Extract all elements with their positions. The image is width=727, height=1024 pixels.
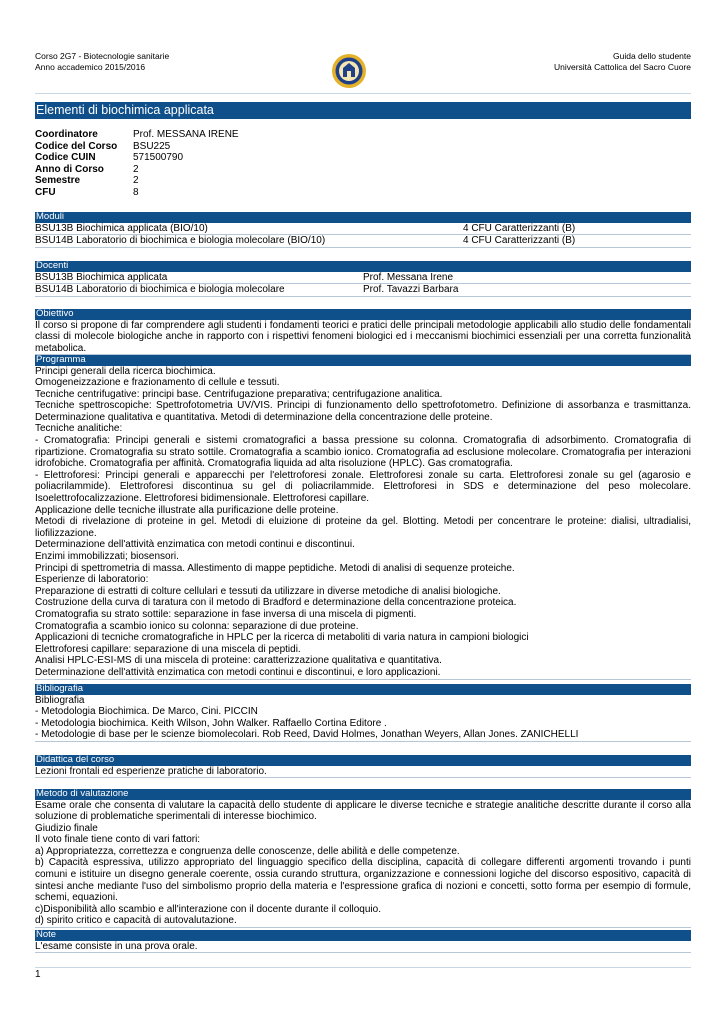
didattica-text: Lezioni frontali ed esperienze pratiche di laboratorio. [35, 766, 691, 779]
docenti-section [35, 261, 691, 297]
info-label: CFU [35, 186, 56, 198]
section-heading: Note [35, 930, 691, 941]
header-course: Corso 2G7 - Biotecnologie sanitarie [35, 51, 170, 61]
programma-line: Cromatografia a scambio ionico su colonna: separazione di due proteine. [35, 620, 359, 632]
header-university: Università Cattolica del Sacro Cuore [553, 62, 691, 72]
programma-line: Cromatografia su strato sottile: separazione in fase inversa di una miscela di pigmenti. [35, 608, 417, 620]
programma-line: Omogeneizzazione e frazionamento di cellule e tessuti. [35, 377, 280, 389]
info-row [35, 175, 239, 187]
valutazione-text [35, 800, 691, 929]
info-label: Codice del Corso [35, 140, 118, 152]
didattica-section [35, 755, 691, 778]
moduli-section [35, 212, 691, 248]
bibliografia-line: - Metodologie di base per le scienze biomolecolari. Rob Reed, David Holmes, Jonathan Weyers, Allan Jones. ZANICHELLI [35, 729, 579, 741]
module-cfu: 4 CFU Caratterizzanti (B) [463, 222, 576, 234]
section-heading: Docenti [35, 261, 691, 272]
bibliografia-line: Bibliografia [35, 694, 85, 706]
programma-line: Applicazioni di tecniche cromatografiche in HPLC per la ricerca di metaboliti di varia natura in campioni biologici [35, 632, 529, 644]
info-value: BSU225 [133, 140, 171, 152]
programma-line: Tecniche spettroscopiche: Spettrofotometria UV/VIS. Principi di funzionamento dello spettrofotometro. Definizione di assorbanza e trasmittanza. Determinazione qualitativa e quantitativa. Metodi di determinazione della concentrazione delle proteine. [35, 400, 691, 423]
programma-line: Esperienze di laboratorio: [35, 574, 149, 586]
section-heading: Bibliografia [35, 684, 691, 695]
valutazione-line: d) spirito critico e capacità di autovalutazione. [35, 915, 237, 927]
programma-line: Principi generali della ricerca biochimica. [35, 365, 216, 377]
programma-section [35, 355, 691, 680]
info-row [35, 152, 239, 164]
programma-line: Tecniche analitiche: [35, 423, 123, 435]
section-heading: Moduli [35, 212, 691, 223]
valutazione-line: Giudizio finale [35, 822, 98, 834]
info-label: Codice CUIN [35, 152, 96, 164]
section-heading: Obiettivo [35, 309, 691, 320]
programma-line: Costruzione della curva di taratura con il metodo di Bradford e determinazione della concentrazione proteica. [35, 597, 517, 609]
module-name: BSU14B Laboratorio di biochimica e biologia molecolare (BIO/10) [35, 235, 326, 247]
bibliografia-line: - Metodologia biochimica. Keith Wilson, John Walker. Raffaello Cortina Editore . [35, 717, 387, 729]
footer-divider [35, 967, 691, 968]
info-value: 571500790 [133, 152, 184, 164]
obiettivo-section [35, 309, 691, 355]
module-cfu: 4 CFU Caratterizzanti (B) [463, 235, 576, 247]
info-value: 8 [133, 186, 139, 198]
valutazione-line: Il voto finale tiene conto di vari fattori: [35, 834, 201, 846]
valutazione-line: c)Disponibilità allo scambio e all'interazione con il docente durante il colloquio. [35, 903, 381, 915]
bibliografia-line: - Metodologia Biochimica. De Marco, Cini. PICCIN [35, 706, 258, 718]
note-section [35, 930, 691, 953]
programma-line: Tecniche centrifugative: principi base. Centrifugazione preparativa; centrifugazione analitica. [35, 388, 443, 400]
programma-line: Analisi HPLC-ESI-MS di una miscela di proteine: caratterizzazione qualitativa e quantitativa. [35, 655, 442, 667]
header-guide: Guida dello studente [613, 51, 691, 61]
info-value: 2 [133, 175, 139, 187]
valutazione-section [35, 789, 691, 928]
valutazione-line: b) Capacità espressiva, utilizzo appropriato del linguaggio specifico della disciplina, capacità di collegare differenti argomenti trovando i punti comuni e istituire un disegno generale coerente, ossia curando struttura, organizzazione e connessioni logiche del discorso espositivo, capacità di sintesi anche mediante l'uso del simbolismo proprio della materia e l'espressione grafica di nozioni e concetti, sotto forma per esempio di formule, schemi, equazioni. [35, 857, 691, 904]
info-label: Coordinatore [35, 129, 98, 140]
module-name: BSU13B Biochimica applicata (BIO/10) [35, 222, 208, 234]
table-row [35, 223, 691, 236]
info-value: 2 [133, 163, 139, 175]
programma-line: Elettroforesi capillare: separazione di una miscela di peptidi. [35, 643, 301, 655]
section-heading: Metodo di valutazione [35, 789, 691, 800]
page-title: Elementi di biochimica applicata [35, 102, 691, 119]
programma-line: Preparazione di estratti di colture cellulari e tessuti da utilizzare in diverse metodiche di analisi biologiche. [35, 585, 501, 597]
info-label: Anno di Corso [35, 163, 104, 175]
programma-line: Applicazione delle tecniche illustrate alla purificazione delle proteine. [35, 504, 339, 516]
header-course-info [35, 51, 169, 73]
course-info-table [35, 129, 239, 199]
obiettivo-text: Il corso si propone di far comprendere agli studenti i fondamenti teorici e pratici delle principali metodologie applicabili allo studio delle fondamentali classi di molecole biologiche anche in rapporto con i rispettivi fenomeni biologici ed i meccanismi biochimici essenziali per una corretta funzionalità metabolica. [35, 319, 691, 354]
university-seal-icon [331, 53, 367, 89]
header-divider [35, 93, 691, 94]
bibliografia-text [35, 695, 691, 742]
header-year: Anno accademico 2015/2016 [35, 62, 146, 72]
table-row [35, 235, 691, 248]
table-row [35, 272, 691, 285]
programma-text [35, 366, 691, 680]
info-value: Prof. MESSANA IRENE [133, 129, 239, 140]
section-heading: Programma [35, 355, 691, 366]
bibliografia-section [35, 684, 691, 742]
programma-line: Determinazione dell'attività enzimatica con metodi continui e discontinui, e loro applicazioni. [35, 666, 441, 678]
programma-line: Determinazione dell'attività enzimatica con metodi continui e discontinui. [35, 539, 355, 551]
note-text: L'esame consiste in una prova orale. [35, 941, 691, 954]
info-row [35, 129, 239, 141]
programma-line: Principi di spettrometria di massa. Allestimento di mappe peptidiche. Metodi di analisi di sequenze proteiche. [35, 562, 515, 574]
teaching-module: BSU14B Laboratorio di biochimica e biologia molecolare [35, 284, 285, 296]
info-row [35, 187, 239, 199]
teacher-name: Prof. Tavazzi Barbara [363, 284, 459, 296]
info-row [35, 164, 239, 176]
programma-line: - Elettroforesi: Principi generali e apparecchi per l'elettroforesi zonale. Elettroforesi zonale su carta. Elettroforesi zonale su gel (agarosio e poliacrilammide). Elettroforesi discontinua su gel di poliacrilammide. Elettroforesi in SDS e determinazione del peso molecolare. Isoelettrofocalizzazione. Elettroforesi bidimensionale. Elettroforesi capillare. [35, 469, 691, 505]
teacher-name: Prof. Messana Irene [363, 271, 454, 283]
valutazione-line: Esame orale che consenta di valutare la capacità dello studente di applicare le diverse tecniche e strategie analitiche descritte durante il corso alla soluzione di problematiche sperimentali di interesse biochimico. [35, 799, 691, 823]
info-row [35, 141, 239, 153]
section-heading: Didattica del corso [35, 755, 691, 766]
valutazione-line: a) Appropriatezza, correttezza e congruenza delle conoscenze, delle abilità e delle competenze. [35, 845, 460, 857]
page-number: 1 [35, 969, 41, 980]
header-guide-info [554, 51, 691, 73]
info-label: Semestre [35, 175, 81, 187]
programma-line: Enzimi immobilizzati; biosensori. [35, 551, 179, 562]
teaching-module: BSU13B Biochimica applicata [35, 271, 168, 283]
programma-line: Metodi di rivelazione di proteine in gel. Metodi di eluizione di proteine da gel. Blotting. Metodi per concentrare le proteine: dialisi, ultradialisi, liofilizzazione. [35, 516, 691, 539]
table-row [35, 284, 691, 297]
programma-line: - Cromatografia: Principi generali e sistemi cromatografici a bassa pressione su colonna. Cromatografia di adsorbimento. Cromatografia di ripartizione. Cromatografia su strato sottile. Cromatografia a scambio ionico. Cromatografia ad esclusione molecolare. Cromatografia per interazioni idrofobiche. Cromatografia per affinità. Cromatografia liquida ad alta risoluzione (HPLC). Gas cromatografia. [35, 435, 691, 470]
